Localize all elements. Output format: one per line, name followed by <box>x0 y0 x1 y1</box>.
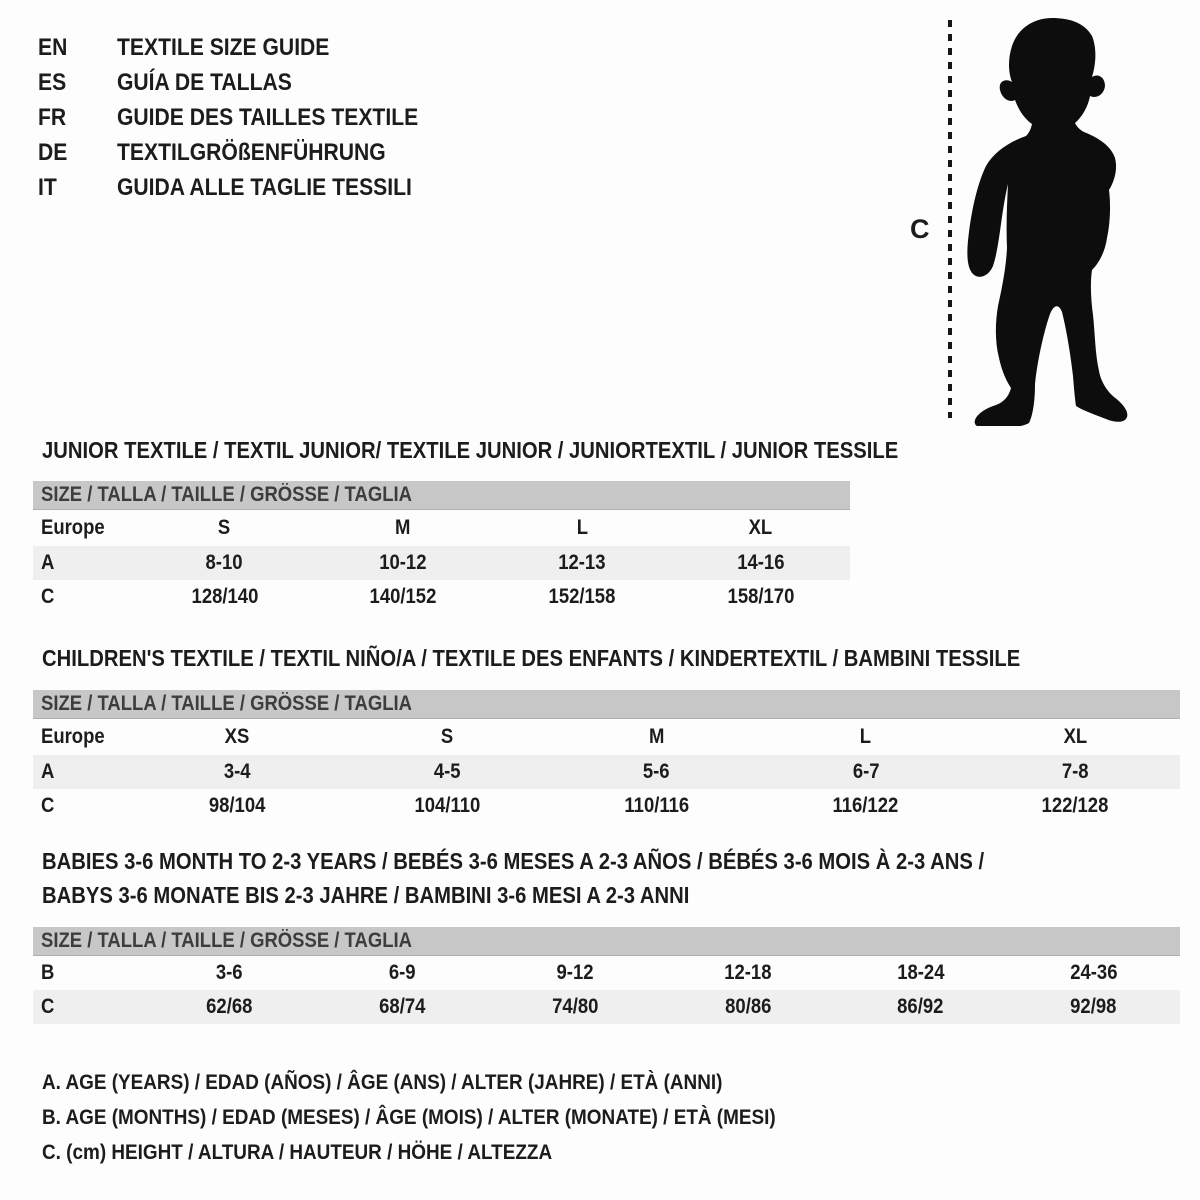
table-row: C 128/140 140/152 152/158 158/170 <box>41 585 795 608</box>
junior-size-table <box>33 510 850 614</box>
language-title-de: TEXTILGRÖßENFÜHRUNG <box>117 138 386 166</box>
toddler-silhouette-icon <box>964 16 1140 426</box>
language-title-es: GUÍA DE TALLAS <box>117 68 292 96</box>
language-code-fr: FR <box>38 103 67 131</box>
language-row-es <box>38 65 459 100</box>
table-row: Europe S M L XL <box>41 516 773 539</box>
language-row-de <box>38 135 459 170</box>
language-code-es: ES <box>38 68 67 96</box>
babies-section-title: BABIES 3-6 MONTH TO 2-3 YEARS / BEBÉS 3-6 MESES A 2-3 AÑOS / BÉBÉS 3-6 MOIS À 2-3 ANS / BABYS 3-6 MONATE BIS 2-3 JAHRE / BAMBINI 3-6 MESI A 2-3 ANNI <box>42 848 985 908</box>
junior-size-header-bar: SIZE / TALLA / TAILLE / GRÖSSE / TAGLIA <box>33 481 850 510</box>
measurement-legend <box>42 1065 876 1170</box>
language-code-de: DE <box>38 138 68 166</box>
babies-size-header-bar: SIZE / TALLA / TAILLE / GRÖSSE / TAGLIA <box>33 927 1180 956</box>
legend-line-a: A. AGE (YEARS) / EDAD (AÑOS) / ÂGE (ANS) / ALTER (JAHRE) / ETÀ (ANNI) <box>42 1070 723 1094</box>
table-row: Europe XS S M L XL <box>41 725 1088 748</box>
table-row: B 3-6 6-9 9-12 12-18 18-24 24-36 <box>41 961 1118 984</box>
children-section-title: CHILDREN'S TEXTILE / TEXTIL NIÑO/A / TEXTILE DES ENFANTS / KINDERTEXTIL / BAMBINI TESSILE <box>42 645 1021 671</box>
table-row: C 62/68 68/74 74/80 80/86 86/92 92/98 <box>33 990 1180 1024</box>
language-row-it <box>38 170 459 205</box>
height-measure-label: C <box>910 214 930 244</box>
children-size-table <box>33 719 1180 823</box>
language-code-it: IT <box>38 173 57 201</box>
junior-section-title: JUNIOR TEXTILE / TEXTIL JUNIOR/ TEXTILE JUNIOR / JUNIORTEXTIL / JUNIOR TESSILE <box>42 437 899 463</box>
table-row: A 8-10 10-12 12-13 14-16 <box>33 546 850 580</box>
language-row-fr <box>38 100 459 135</box>
table-row: A 3-4 4-5 5-6 6-7 7-8 <box>33 755 1180 789</box>
babies-size-table <box>33 956 1180 1024</box>
language-title-fr: GUIDE DES TAILLES TEXTILE <box>117 103 419 131</box>
legend-line-b: B. AGE (MONTHS) / EDAD (MESES) / ÂGE (MOIS) / ALTER (MONATE) / ETÀ (MESI) <box>42 1105 776 1129</box>
children-size-header-bar: SIZE / TALLA / TAILLE / GRÖSSE / TAGLIA <box>33 690 1180 719</box>
language-title-en: TEXTILE SIZE GUIDE <box>117 33 330 61</box>
table-row: C 98/104 104/110 110/116 116/122 122/128 <box>41 794 1109 817</box>
language-row-en <box>38 30 459 65</box>
language-code-en: EN <box>38 33 68 61</box>
height-dashed-line <box>948 20 952 418</box>
language-title-list <box>38 30 459 205</box>
language-title-it: GUIDA ALLE TAGLIE TESSILI <box>117 173 412 201</box>
legend-line-c: C. (cm) HEIGHT / ALTURA / HAUTEUR / HÖHE / ALTEZZA <box>42 1140 553 1164</box>
